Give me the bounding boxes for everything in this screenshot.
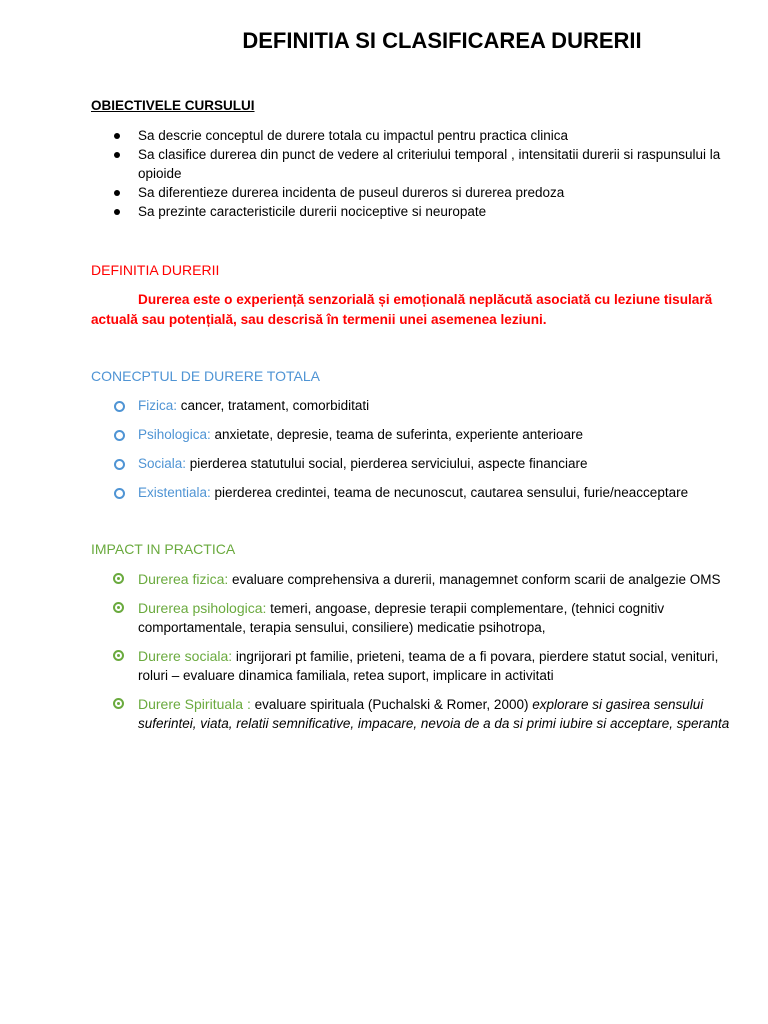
term-label: Existentiala: bbox=[138, 485, 211, 500]
list-item bbox=[91, 483, 731, 502]
objectives-heading: OBIECTIVELE CURSULUI bbox=[91, 98, 255, 113]
impact-list bbox=[91, 570, 731, 743]
definition-heading: DEFINITIA DURERII bbox=[91, 262, 220, 278]
definition-text: Durerea este o experiență senzorială și emoțională neplăcută asociată cu leziune tisulară actuală sau potențială, sau descrisă în termenii unei asemenea leziuni. bbox=[91, 292, 713, 327]
term-description: evaluare comprehensiva a durerii, managemnet conform scarii de analgezie OMS bbox=[228, 572, 721, 587]
list-item bbox=[91, 454, 731, 473]
bullet-icon bbox=[114, 152, 120, 158]
circle-bullet-icon bbox=[114, 401, 125, 412]
circle-bullet-icon bbox=[114, 488, 125, 499]
term-description: pierderea statutului social, pierderea serviciului, aspecte financiare bbox=[186, 456, 588, 471]
term-label: Durere sociala: bbox=[138, 648, 233, 664]
impact-heading: IMPACT IN PRACTICA bbox=[91, 541, 236, 557]
bullet-icon bbox=[114, 133, 120, 139]
bullet-icon bbox=[114, 209, 120, 215]
term-description: temeri, angoase, depresie terapii complementare, (tehnici cognitiv comportamentale, terapia sensului, consiliere) medicatie psihotropa, bbox=[138, 601, 665, 635]
total-pain-heading: CONECPTUL DE DURERE TOTALA bbox=[91, 368, 320, 384]
document-title: DEFINITIA SI CLASIFICAREA DURERII bbox=[242, 28, 642, 53]
term-description-italic: explorare si gasirea sensului suferintei, viata, relatii semnificative, impacare, nevoia de a da si primi iubire si acceptare, speranta bbox=[138, 697, 730, 731]
list-item bbox=[91, 425, 731, 444]
list-item: Sa clasifice durerea din punct de vedere al criteriului temporal , intensitatii durerii si raspunsului la opioide bbox=[91, 145, 731, 183]
term-label: Durerea psihologica: bbox=[138, 600, 267, 616]
ring-bullet-icon bbox=[113, 650, 124, 661]
ring-bullet-icon bbox=[113, 573, 124, 584]
list-item: Sa prezinte caracteristicile durerii nociceptive si neuropate bbox=[91, 202, 731, 221]
circle-bullet-icon bbox=[114, 459, 125, 470]
term-description: evaluare spirituala (Puchalski & Romer, 2000) bbox=[250, 697, 533, 712]
circle-bullet-icon bbox=[114, 430, 125, 441]
term-label: Durere Spirituala : bbox=[138, 696, 251, 712]
list-item bbox=[91, 647, 731, 685]
term-label: Fizica: bbox=[138, 398, 178, 413]
term-label: Psihologica: bbox=[138, 427, 211, 442]
term-label: Durerea fizica: bbox=[138, 571, 229, 587]
ring-bullet-icon bbox=[113, 698, 124, 709]
objectives-list bbox=[91, 126, 731, 221]
term-description: pierderea credintei, teama de necunoscut, cautarea sensului, furie/neacceptare bbox=[210, 485, 689, 500]
list-item bbox=[91, 599, 731, 637]
list-item bbox=[91, 695, 731, 733]
list-item bbox=[91, 396, 731, 415]
total-pain-list bbox=[91, 396, 731, 512]
term-description: cancer, tratament, comorbiditati bbox=[177, 398, 370, 413]
term-description: anxietate, depresie, teama de suferinta, experiente anterioare bbox=[210, 427, 584, 442]
bullet-icon bbox=[114, 190, 120, 196]
term-label: Sociala: bbox=[138, 456, 187, 471]
ring-bullet-icon bbox=[113, 602, 124, 613]
list-item: Sa diferentieze durerea incidenta de puseul dureros si durerea predoza bbox=[91, 183, 731, 202]
term-description: ingrijorari pt familie, prieteni, teama de a fi povara, pierdere statut social, venituri, roluri – evaluare dinamica familiala, retea suport, implicare in activitati bbox=[138, 649, 719, 683]
list-item bbox=[91, 570, 731, 589]
list-item: Sa descrie conceptul de durere totala cu impactul pentru practica clinica bbox=[91, 126, 731, 145]
